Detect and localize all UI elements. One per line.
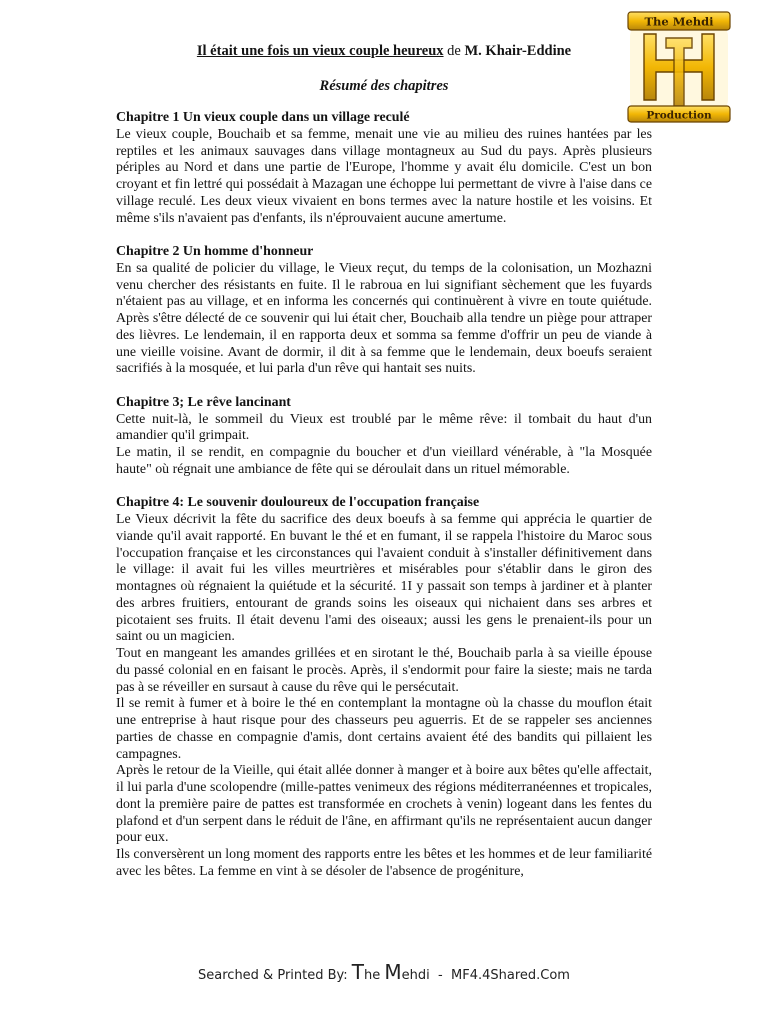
chapter-title: Le rêve lancinant: [187, 394, 291, 410]
chapter-paragraph: Le matin, il se rendit, en compagnie du boucher et d'un vieillard vénérable, à "la Mosquée haute" où régnait une ambiance de fête qui se déroulait dans un rituel mémorable.: [116, 445, 652, 477]
book-title: Il était une fois un vieux couple heureux: [196, 43, 444, 59]
chapter-paragraph: Cette nuit-là, le sommeil du Vieux est troublé par le même rêve: il tombait du haut d'un amandier qu'il grimpait.: [116, 411, 652, 444]
chapter-heading: [116, 244, 652, 261]
chapter-paragraph: Le vieux couple, Bouchaib et sa femme, menait une vie au milieu des ruines hantées par les reptiles et les animaux sauvages dans village montagneux au Sud du pays. Après plusieurs périples au Nord et dans une partie de l'Europe, l'homme y avait élu domicile. C'est un bon croyant et fin lettré qui possédait à Mazagan une échoppe lui permettant de vivre à l'aise dans ce village reculé. Les deux vieux vivaient en bons termes avec la nature hostile et les voisins. Et même s'ils n'avaient pas d'enfants, ils n'éprouvaient aucune amertume.: [116, 126, 652, 226]
chapter-title: Le souvenir douloureux de l'occupation française: [187, 495, 480, 511]
chapter-paragraph: Ils conversèrent un long moment des rapports entre les bêtes et les hommes et de leur familiarité avec les bêtes. La femme en vint à se désoler de l'absence de progéniture,: [116, 847, 652, 879]
footer-t-initial: T: [351, 960, 365, 984]
page-footer: [0, 960, 768, 984]
the-mehdi-production-logo: [622, 8, 736, 126]
chapter-4: [116, 495, 652, 880]
chapter-number: Chapitre 3;: [116, 394, 185, 410]
title-by: de: [447, 43, 461, 59]
chapter-heading: [116, 395, 652, 412]
footer-m-initial: M: [384, 960, 402, 984]
chapter-title: Un homme d'honneur: [182, 244, 314, 259]
footer-site: MF4.4Shared.Com: [451, 968, 570, 983]
author-name: M. Khair-Eddine: [464, 43, 572, 59]
footer-prefix: Searched & Printed By:: [198, 968, 352, 983]
chapter-number: Chapitre 4:: [116, 495, 185, 511]
chapter-3: [116, 395, 652, 479]
chapter-paragraph: Après le retour de la Vieille, qui était allée donner à manger et à boire aux bêtes qu'elle affectait, il lui parla d'une scolopendre (mille-pattes venimeux des régions méditerranéennes et tropicales, dont la première paire de pattes est transformée en crochets à venin) logeant dans les fentes du plafond et d'un serpent dans le réduit de l'âne, en affirmant qu'ils ne représentaient aucun danger pour eux.: [116, 763, 652, 846]
chapter-paragraph: Tout en mangeant les amandes grillées et en sirotant le thé, Bouchaib parla à sa vieille épouse du passé colonial en en faisant le procès. Après, il s'endormit pour faire la sieste; mais ne tarda pas à se réveiller en sursaut à cause du rêve qui le persécutait.: [116, 646, 652, 695]
chapter-2: [116, 244, 652, 378]
chapter-number: Chapitre 1: [116, 110, 180, 125]
chapter-heading: [116, 110, 652, 127]
chapter-paragraph: Le Vieux décrivit la fête du sacrifice des deux boeufs à sa femme qui apprécia le quartier de viande qu'il avait rapporté. En buvant le thé et en fumant, il se rappela l'histoire du Maroc sous l'occupation française et les circonstances qui l'avaient conduit à s'installer définitivement dans le village: il avait fui les villes meurtrières et misérables pour s'établir dans le giron des montagnes où régnaient la quiétude et la sécurité. 1I y passait son temps à jardiner et à planter des arbres fruitiers, entourant de grands soins les oiseaux qui nichaient dans ses arbres et picotaient ses fruits. Il était devenu l'ami des oiseaux; aussi les gens le prenaient-ils pour un saint ou un magicien.: [116, 512, 652, 645]
logo-top-text: The Mehdi: [644, 14, 714, 29]
chapter-heading: [116, 495, 652, 512]
chapter-paragraph: Il se remit à fumer et à boire le thé en contemplant la montagne où la chasse du mouflon était une entreprise à haut risque pour des chasseurs peu aguerris. Et de se rappeler ses anciennes parties de chasse en compagnie d'amis, dont certains avaient été des bandits qui pillaient les campagnes.: [116, 696, 652, 762]
chapter-title: Un vieux couple dans un village reculé: [182, 110, 410, 125]
chapters-container: [116, 110, 652, 897]
footer-separator: -: [429, 968, 451, 983]
chapter-number: Chapitre 2: [116, 244, 180, 259]
document-subtitle: Résumé des chapitres: [319, 78, 449, 94]
logo-bottom-text: Production: [646, 109, 712, 122]
chapter-paragraph: En sa qualité de policier du village, le Vieux reçut, du temps de la colonisation, un Mozhazni venu chercher des résistants en fuite. Il le rabroua en lui signifiant sèchement que les fuyards n'étaient pas au village, et en informa les concernés qui continuèrent à vivre en toute quiétude. Après s'être délecté de ce souvenir qui lui était cher, Bouchaib alla tendre un piège pour attraper des lièvres. Le lendemain, il en rapporta deux et somma sa femme d'offrir un peu de viande à une vieille voisine. Avant de dormir, il dit à sa femme que le lendemain, deux boeufs seraient sacrifiés à la mosquée, et lui parla d'un rêve qui hantait ses nuits.: [116, 260, 652, 377]
document-title: [0, 43, 768, 60]
footer-ehdi: ehdi: [401, 968, 430, 983]
logo-graphic: [622, 8, 736, 126]
footer-he: he: [364, 968, 385, 983]
chapter-1: [116, 110, 652, 227]
